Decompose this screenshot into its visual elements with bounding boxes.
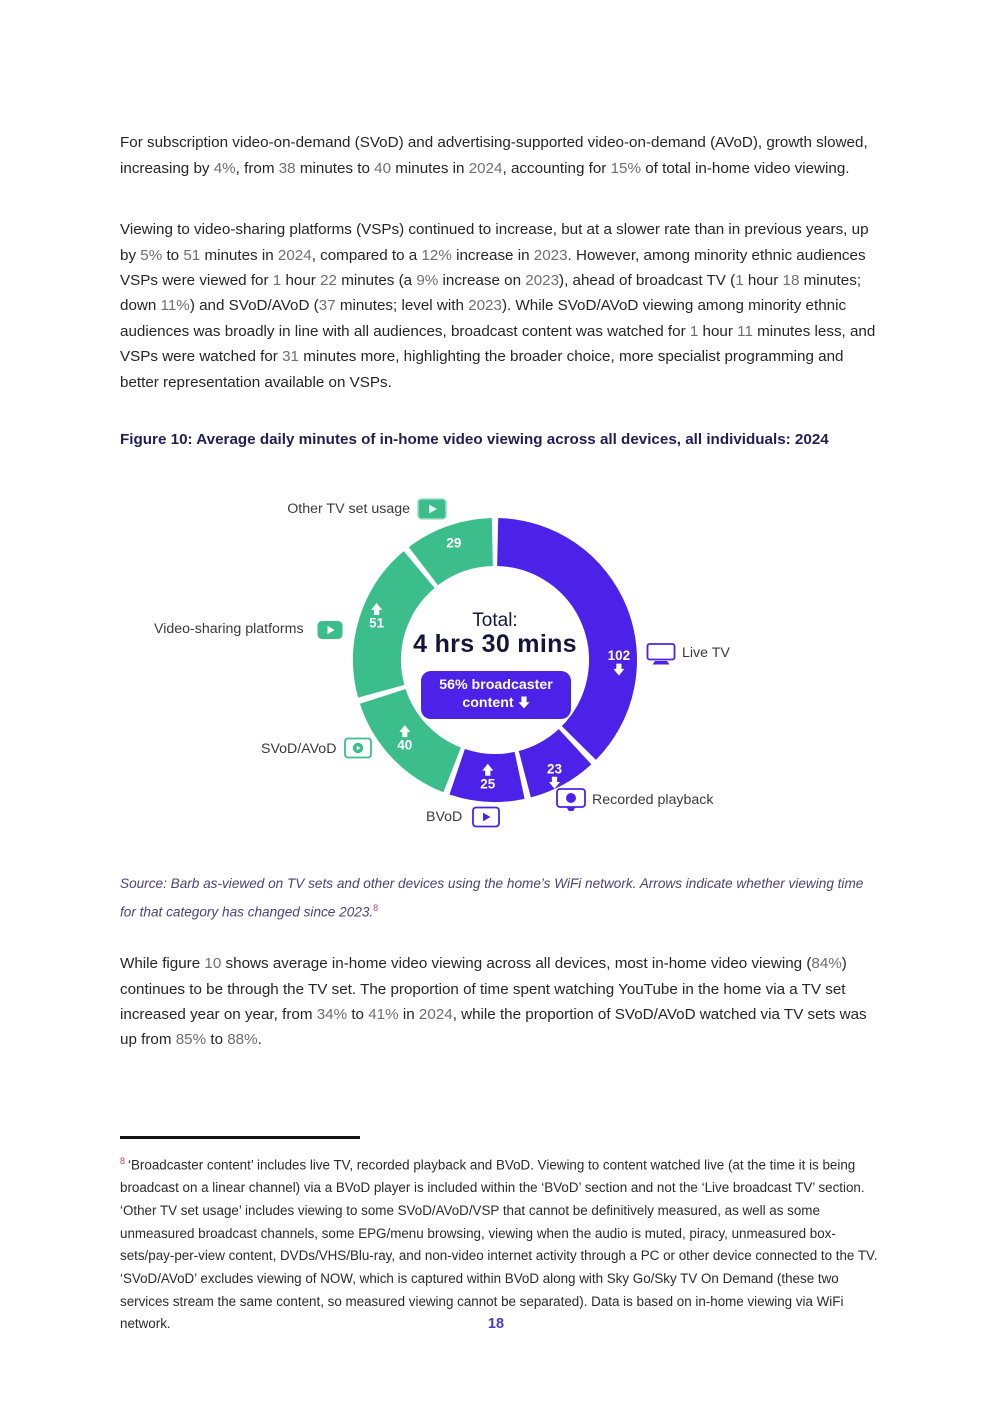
legend-video-sharing-platforms: Video-sharing platforms xyxy=(154,621,304,637)
segment-value-label: 25 xyxy=(480,776,496,792)
chart-total-value: 4 hrs 30 mins xyxy=(413,630,577,658)
paragraph-svod-avod: For subscription video-on-demand (SVoD) and advertising-supported video-on-demand (AVoD), growth slowed, increasing by 4%, from 38 minutes to 40 minutes in 2024, accounting for 15% of total in-home video viewing. xyxy=(120,134,868,177)
figure-title: Figure 10: Average daily minutes of in-home video viewing across all devices, all individuals: 2024 xyxy=(120,431,829,448)
badge-text: 56% broadcaster content xyxy=(439,677,553,711)
source-footnote-ref: 8 xyxy=(373,903,379,913)
play-button-icon xyxy=(317,620,347,644)
catchup-play-icon xyxy=(472,806,502,830)
segment-value-label: 29 xyxy=(446,535,462,551)
legend-other-tv-set-usage: Other TV set usage xyxy=(287,501,410,517)
segment-value-label: 40 xyxy=(397,737,413,753)
down-arrow-icon xyxy=(518,696,530,709)
page-number: 18 xyxy=(487,1316,505,1332)
legend-recorded-playback: Recorded playback xyxy=(592,792,714,808)
figure-10-donut-chart xyxy=(0,470,992,870)
footnote xyxy=(120,1150,882,1336)
footnote-text: ‘Broadcaster content’ includes live TV, recorded playback and BVoD. Viewing to content watched live (at the time it is being broadcast on a linear channel) via a BVoD player is included within the ‘BVoD’ section and not the ‘Live broadcast TV’ section. ‘Other TV set usage’ includes viewing to some SVoD/AVoD/VSP that cannot be definitively measured, as well as some unmeasured broadcast channels, some EPG/menu browsing, viewing when the audio is muted, piracy, unmeasured box-sets/pay-per-view content, DVDs/VHS/Blu-ray, and non-video internet activity through a PC or other device connected to the TV. ‘SVoD/AVoD’ excludes viewing of NOW, which is captured within BVoD along with Sky Go/Sky TV On Demand (these two services stream the same content, so measured viewing cannot be separated). Data is based on in-home viewing via WiFi network. xyxy=(120,1157,878,1332)
footnote-divider xyxy=(120,1136,360,1139)
legend-svod-avod: SVoD/AVoD xyxy=(261,741,337,757)
streaming-circle-icon xyxy=(344,737,374,761)
tv-play-icon xyxy=(417,498,447,522)
legend-bvod: BVoD xyxy=(426,809,463,825)
paragraph-vsp-viewing: Viewing to video-sharing platforms (VSPs) continued to increase, but at a slower rate than in previous years, up by 5% to 51 minutes in 2024, compared to a 12% increase in 2023. However, among minority ethnic audiences VSPs were viewed for 1 hour 22 minutes (a 9% increase on 2023), ahead of broadcast TV (1 hour 18 minutes; down 11%) and SVoD/AVoD (37 minutes; level with 2023). While SVoD/AVoD viewing among minority ethnic audiences was broadly in line with all audiences, broadcast content was watched for 1 hour 11 minutes less, and VSPs were watched for 31 minutes more, highlighting the broader choice, more specialist programming and better representation available on VSPs. xyxy=(120,221,876,391)
segment-value-label: 102 xyxy=(607,648,631,664)
footnote-marker: 8 xyxy=(120,1156,126,1166)
source-note xyxy=(120,871,878,925)
paragraph-tv-set-share: While figure 10 shows average in-home video viewing across all devices, most in-home video viewing (84%) continues to be through the TV set. The proportion of time spent watching YouTube in the home via a TV set increased year on year, from 34% to 41% in 2024, while the proportion of SVoD/AVoD watched via TV sets was up from 85% to 88%. xyxy=(120,955,867,1049)
segment-value-label: 51 xyxy=(369,615,385,631)
chart-total-label: Total: xyxy=(472,610,518,631)
broadcaster-content-badge xyxy=(421,671,571,719)
record-screen-icon xyxy=(556,788,586,812)
legend-live-tv: Live TV xyxy=(682,645,730,661)
source-text: Source: Barb as-viewed on TV sets and other devices using the home’s WiFi network. Arrows indicate whether viewing time for that category has changed since 2023. xyxy=(120,876,864,920)
segment-value-label: 23 xyxy=(546,761,563,777)
tv-outline-icon xyxy=(646,642,676,666)
